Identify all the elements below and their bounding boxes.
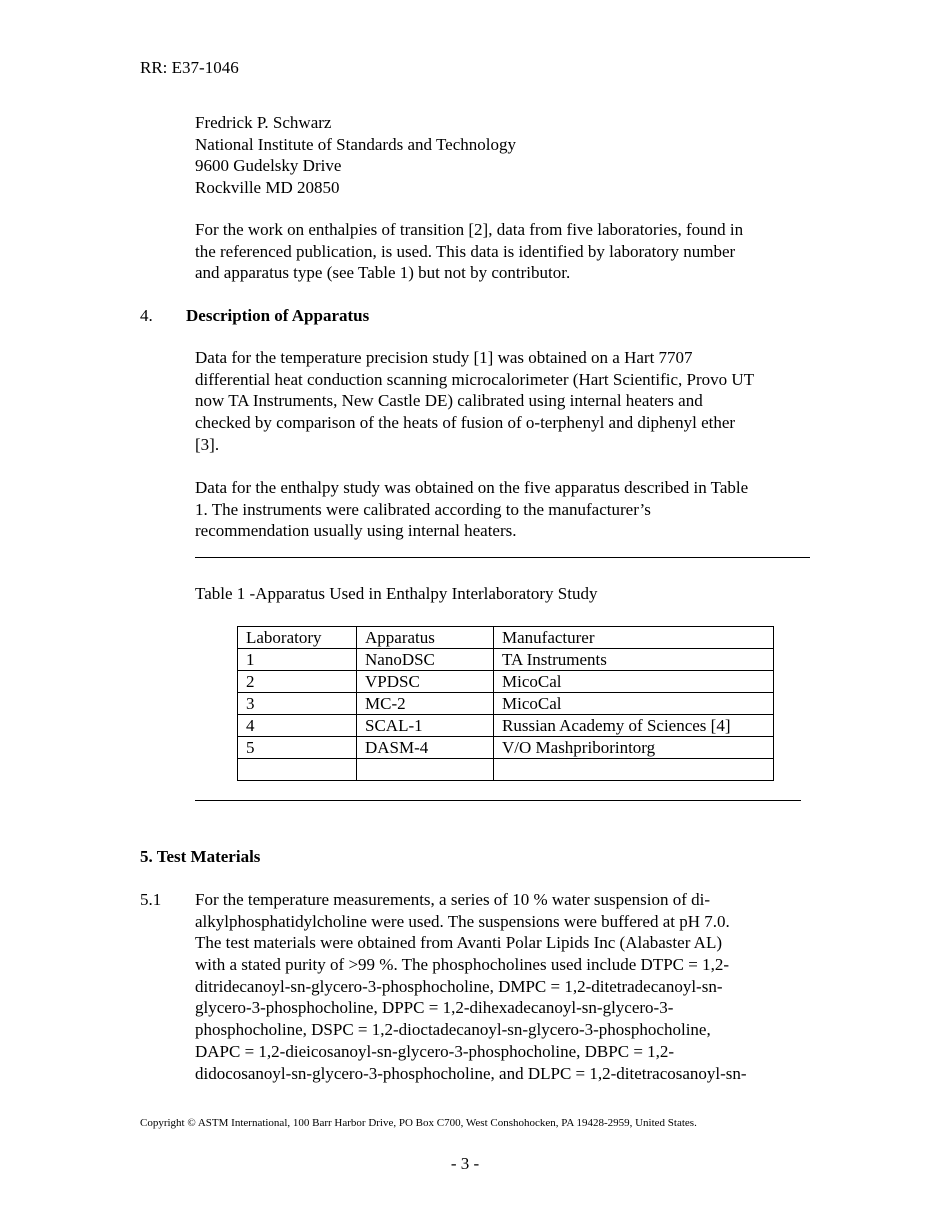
text-line: now TA Instruments, New Castle DE) calibrated using internal heaters and: [195, 391, 703, 411]
table-cell: NanoDSC: [357, 649, 494, 671]
text-line: with a stated purity of >99 %. The phosphocholines used include DTPC = 1,2-: [195, 955, 729, 975]
table-row: [238, 649, 774, 671]
table-cell: 5: [238, 737, 357, 759]
table-cell: MicoCal: [494, 693, 774, 715]
table-row: [238, 759, 774, 781]
document-header: RR: E37-1046: [140, 58, 239, 77]
table-cell: Russian Academy of Sciences [4]: [494, 715, 774, 737]
table-cell: 4: [238, 715, 357, 737]
text-line: For the temperature measurements, a series of 10 % water suspension of di-: [195, 890, 711, 909]
text-line: For the work on enthalpies of transition [2], data from five laboratories, found in: [195, 220, 744, 239]
subsection-number: 5.1: [140, 890, 162, 909]
text-line: glycero-3-phosphocholine, DPPC = 1,2-dihexadecanoyl-sn-glycero-3-: [195, 998, 674, 1018]
table-row: [238, 693, 774, 715]
table-row: [238, 737, 774, 759]
text-line: Data for the temperature precision study [1] was obtained on a Hart 7707: [195, 348, 693, 367]
table-cell: [357, 759, 494, 781]
text-line: DAPC = 1,2-dieicosanoyl-sn-glycero-3-phosphocholine, DBPC = 1,2-: [195, 1041, 675, 1061]
text-line: alkylphosphatidylcholine were used. The suspensions were buffered at pH 7.0.: [195, 911, 730, 931]
apparatus-paragraph-1: [195, 347, 754, 455]
text-line: 1. The instruments were calibrated according to the manufacturer’s: [195, 499, 651, 519]
table-row: [238, 715, 774, 737]
table-header-row: [238, 627, 774, 649]
table-caption: Table 1 -Apparatus Used in Enthalpy Interlaboratory Study: [195, 584, 598, 603]
divider-rule: [195, 800, 801, 801]
table-cell: 1: [238, 649, 357, 671]
address-line: Rockville MD 20850: [195, 178, 340, 198]
table-cell: [494, 759, 774, 781]
table-cell: V/O Mashpriborintorg: [494, 737, 774, 759]
column-header: Manufacturer: [494, 627, 774, 649]
table-cell: TA Instruments: [494, 649, 774, 671]
section-heading: Description of Apparatus: [186, 306, 370, 325]
column-header: Laboratory: [238, 627, 357, 649]
section-number: 4.: [140, 306, 153, 325]
column-header: Apparatus: [357, 627, 494, 649]
text-line: recommendation usually using internal heaters.: [195, 521, 517, 541]
text-line: differential heat conduction scanning microcalorimeter (Hart Scientific, Provo UT: [195, 369, 755, 389]
copyright-footer: Copyright © ASTM International, 100 Barr Harbor Drive, PO Box C700, West Conshohocken, PA 19428-2959, United States.: [140, 1117, 697, 1129]
table-cell: VPDSC: [357, 671, 494, 693]
address-line: Fredrick P. Schwarz: [195, 113, 332, 132]
divider-rule: [195, 557, 810, 558]
apparatus-paragraph-2: [195, 477, 748, 542]
text-line: phosphocholine, DSPC = 1,2-dioctadecanoyl-sn-glycero-3-phosphocholine,: [195, 1020, 711, 1040]
text-line: The test materials were obtained from Avanti Polar Lipids Inc (Alabaster AL): [195, 933, 722, 953]
table-cell: 3: [238, 693, 357, 715]
apparatus-table: [237, 626, 774, 781]
table-cell: MicoCal: [494, 671, 774, 693]
section-heading: 5. Test Materials: [140, 847, 261, 866]
text-line: ditridecanoyl-sn-glycero-3-phosphocholine, DMPC = 1,2-ditetradecanoyl-sn-: [195, 976, 723, 996]
table-cell: MC-2: [357, 693, 494, 715]
address-line: 9600 Gudelsky Drive: [195, 156, 342, 176]
text-line: checked by comparison of the heats of fusion of o-terphenyl and diphenyl ether: [195, 413, 736, 433]
text-line: Data for the enthalpy study was obtained on the five apparatus described in Table: [195, 478, 749, 497]
test-materials-paragraph: [195, 889, 747, 1084]
page-number: - 3 -: [450, 1154, 480, 1173]
table-cell: SCAL-1: [357, 715, 494, 737]
table-row: [238, 671, 774, 693]
text-line: and apparatus type (see Table 1) but not by contributor.: [195, 263, 571, 283]
text-line: [3].: [195, 434, 220, 454]
address-block: [195, 112, 516, 199]
table-cell: 2: [238, 671, 357, 693]
table-cell: [238, 759, 357, 781]
address-line: National Institute of Standards and Technology: [195, 134, 516, 154]
intro-paragraph: [195, 219, 743, 284]
text-line: the referenced publication, is used. This data is identified by laboratory number: [195, 241, 736, 261]
table-cell: DASM-4: [357, 737, 494, 759]
text-line: didocosanoyl-sn-glycero-3-phosphocholine, and DLPC = 1,2-ditetracosanoyl-sn-: [195, 1063, 747, 1083]
